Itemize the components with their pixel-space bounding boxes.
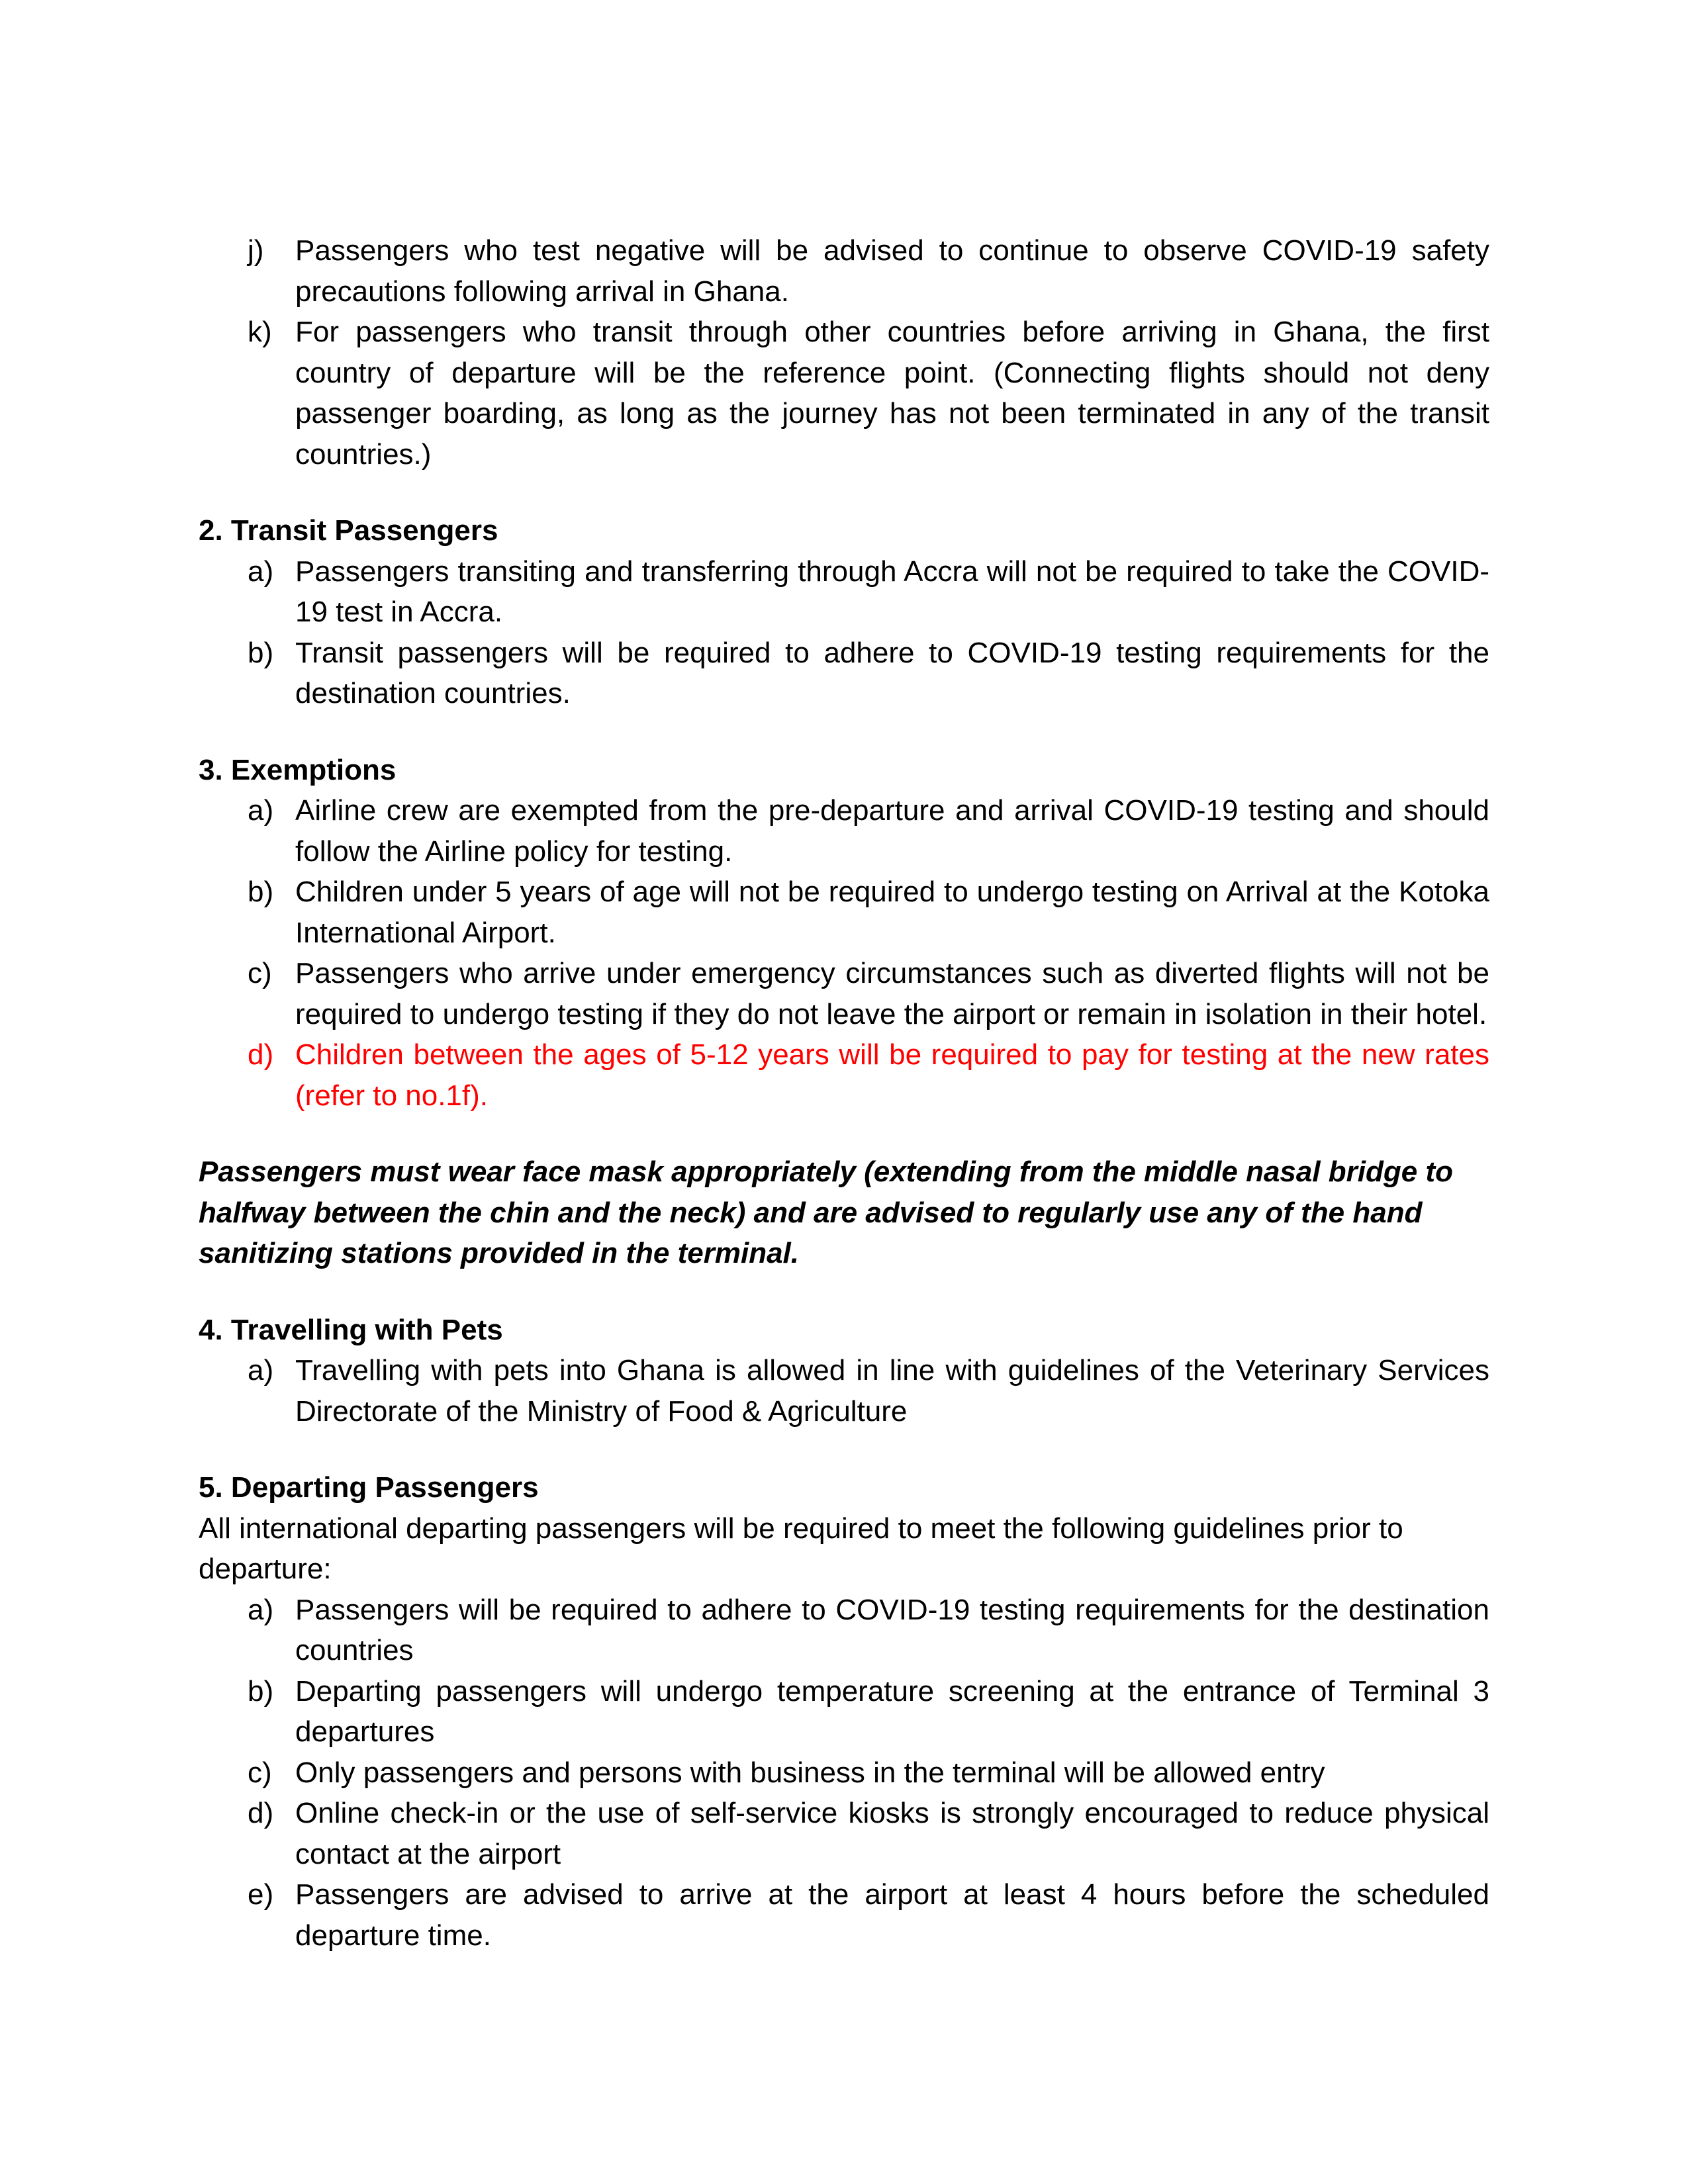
list-item: [199, 551, 1489, 633]
list-item-j: [199, 230, 1489, 312]
list-marker: c): [248, 1756, 272, 1789]
list-marker: b): [248, 1674, 274, 1707]
section-heading-pets: 4. Travelling with Pets: [199, 1313, 503, 1346]
exemptions-list: [199, 790, 1489, 1116]
list-text: Passengers transiting and transferring through Accra will not be required to take the COVID-19 test in Accra.: [295, 555, 1489, 628]
list-item: [199, 1793, 1489, 1874]
list-text: Online check-in or the use of self-service kiosks is strongly encouraged to reduce physical contact at the airport: [295, 1797, 1489, 1870]
list-text: Only passengers and persons with business in the terminal will be allowed entry: [295, 1756, 1325, 1789]
list-marker: a): [248, 1593, 274, 1626]
list-item: [199, 1752, 1489, 1794]
list-marker: c): [248, 957, 272, 989]
list-text: Children between the ages of 5-12 years will be required to pay for testing at the new rates (refer to no.1f).: [295, 1038, 1489, 1112]
list-item: [199, 1671, 1489, 1752]
pets-list: [199, 1350, 1489, 1432]
list-text: Transit passengers will be required to adhere to COVID-19 testing requirements for the destination countries.: [295, 636, 1489, 709]
list-marker: j): [248, 234, 264, 267]
list-item: [199, 633, 1489, 714]
list-item: [199, 1350, 1489, 1432]
list-text: Passengers are advised to arrive at the airport at least 4 hours before the scheduled departure time.: [295, 1878, 1489, 1952]
section-heading-exemptions: 3. Exemptions: [199, 753, 397, 786]
list-marker: b): [248, 876, 274, 908]
section-heading-departing: 5. Departing Passengers: [199, 1471, 539, 1504]
continued-list: [199, 230, 1489, 475]
list-marker: d): [248, 1797, 274, 1829]
list-marker: a): [248, 555, 274, 588]
list-marker: e): [248, 1878, 274, 1911]
list-text: Passengers who test negative will be advised to continue to observe COVID-19 safety precautions following arrival in Ghana.: [295, 234, 1489, 308]
list-text: Children under 5 years of age will not be required to undergo testing on Arrival at the Kotoka International Airport.: [295, 876, 1489, 949]
list-marker: b): [248, 636, 274, 669]
list-item: [199, 953, 1489, 1034]
list-item: [199, 1874, 1489, 1956]
list-text: Passengers will be required to adhere to COVID-19 testing requirements for the destination countries: [295, 1593, 1489, 1666]
list-item: [199, 872, 1489, 953]
mask-notice: Passengers must wear face mask appropriately (extending from the middle nasal bridge to halfway between the chin and the neck) and are advised to regularly use any of the hand sanitizing stations provided in the terminal.: [199, 1156, 1454, 1269]
departing-intro: All international departing passengers will be required to meet the following guidelines prior to departure:: [199, 1512, 1403, 1585]
list-marker: a): [248, 794, 274, 827]
list-text: Airline crew are exempted from the pre-departure and arrival COVID-19 testing and should follow the Airline policy for testing.: [295, 794, 1489, 868]
departing-list: [199, 1590, 1489, 1956]
list-text: For passengers who transit through other countries before arriving in Ghana, the first country of departure will be the reference point. (Connecting flights should not deny passenger boarding, as long as the journey has not been terminated in any of the transit countries.): [295, 316, 1489, 471]
transit-list: [199, 551, 1489, 714]
list-item: [199, 790, 1489, 872]
list-text: Departing passengers will undergo temperature screening at the entrance of Terminal 3 departures: [295, 1674, 1489, 1748]
list-item-highlighted: [199, 1034, 1489, 1116]
document-page: [199, 230, 1489, 1956]
section-heading-transit: 2. Transit Passengers: [199, 514, 498, 547]
list-marker: k): [248, 316, 272, 348]
list-item: [199, 1590, 1489, 1671]
list-item-k: [199, 312, 1489, 475]
list-marker: d): [248, 1038, 274, 1071]
list-text: Travelling with pets into Ghana is allowed in line with guidelines of the Veterinary Services Directorate of the Ministry of Food & Agriculture: [295, 1354, 1489, 1428]
list-text: Passengers who arrive under emergency circumstances such as diverted flights will not be required to undergo testing if they do not leave the airport or remain in isolation in their hotel.: [295, 957, 1489, 1030]
list-marker: a): [248, 1354, 274, 1387]
